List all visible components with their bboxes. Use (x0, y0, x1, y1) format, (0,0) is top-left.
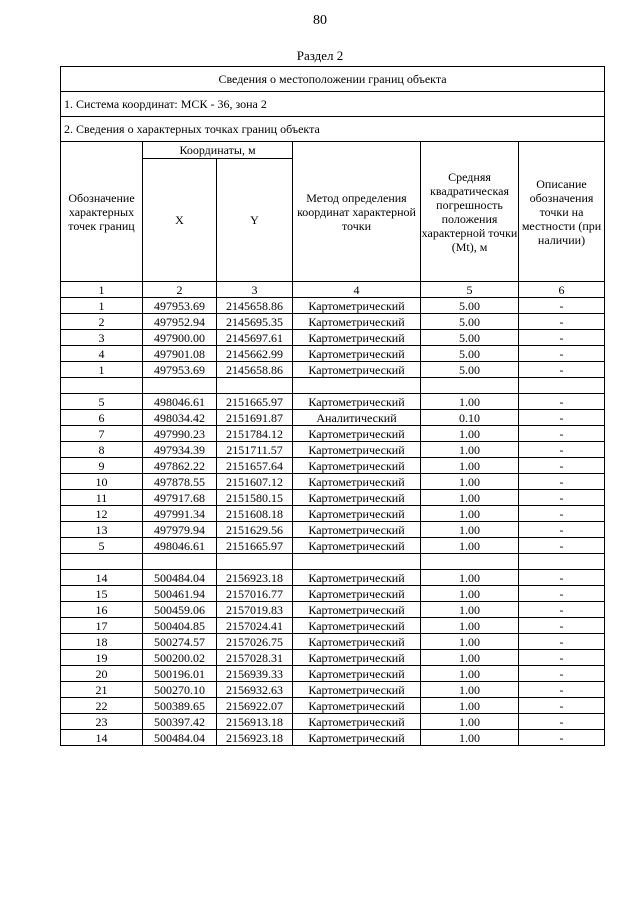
method-cell: Картометрический (293, 634, 421, 650)
point-id-cell: 12 (61, 506, 143, 522)
coord-y-cell: 2145695.35 (217, 314, 293, 330)
coord-x-cell: 500200.02 (143, 650, 217, 666)
description-cell: - (519, 586, 605, 602)
point-id-cell: 6 (61, 410, 143, 426)
header-x: X (143, 159, 217, 282)
coord-x-cell: 497953.69 (143, 298, 217, 314)
description-cell: - (519, 330, 605, 346)
header-y: Y (217, 159, 293, 282)
table-row (61, 522, 605, 538)
method-cell: Картометрический (293, 394, 421, 410)
empty-cell (61, 554, 143, 570)
method-cell: Картометрический (293, 506, 421, 522)
point-id-cell: 8 (61, 442, 143, 458)
header-method: Метод определения координат характерной точки (293, 142, 421, 282)
point-id-cell: 5 (61, 538, 143, 554)
description-cell: - (519, 426, 605, 442)
accuracy-cell: 1.00 (421, 522, 519, 538)
method-cell: Картометрический (293, 698, 421, 714)
description-cell: - (519, 314, 605, 330)
coord-y-cell: 2151665.97 (217, 538, 293, 554)
empty-cell (293, 554, 421, 570)
table-row (61, 410, 605, 426)
accuracy-cell: 5.00 (421, 314, 519, 330)
method-cell: Картометрический (293, 682, 421, 698)
description-cell: - (519, 538, 605, 554)
coord-y-cell: 2156923.18 (217, 730, 293, 746)
empty-cell (217, 554, 293, 570)
point-id-cell: 21 (61, 682, 143, 698)
method-cell: Картометрический (293, 570, 421, 586)
point-id-cell: 19 (61, 650, 143, 666)
description-cell: - (519, 410, 605, 426)
accuracy-cell: 1.00 (421, 474, 519, 490)
boundary-points-table (60, 66, 605, 746)
point-id-cell: 14 (61, 570, 143, 586)
table-row (61, 538, 605, 554)
point-id-cell: 16 (61, 602, 143, 618)
empty-cell (143, 554, 217, 570)
accuracy-cell: 1.00 (421, 730, 519, 746)
description-cell: - (519, 698, 605, 714)
accuracy-cell: 1.00 (421, 458, 519, 474)
method-cell: Картометрический (293, 538, 421, 554)
coord-x-cell: 498034.42 (143, 410, 217, 426)
table-row (61, 650, 605, 666)
method-cell: Картометрический (293, 730, 421, 746)
section-title: Раздел 2 (296, 48, 344, 63)
description-cell: - (519, 714, 605, 730)
coord-x-cell: 497878.55 (143, 474, 217, 490)
table-row (61, 586, 605, 602)
description-cell: - (519, 394, 605, 410)
coord-system: 1. Система координат: МСК - 36, зона 2 (61, 92, 605, 117)
table-row (61, 698, 605, 714)
method-cell: Картометрический (293, 650, 421, 666)
description-cell: - (519, 458, 605, 474)
coord-x-cell: 500484.04 (143, 730, 217, 746)
coord-x-cell: 497917.68 (143, 490, 217, 506)
coord-x-cell: 498046.61 (143, 538, 217, 554)
point-id-cell: 17 (61, 618, 143, 634)
point-id-cell: 22 (61, 698, 143, 714)
header-point-label: Обозначение характерных точек границ (61, 142, 143, 282)
method-cell: Картометрический (293, 666, 421, 682)
empty-cell (421, 554, 519, 570)
description-cell: - (519, 490, 605, 506)
coord-x-cell: 500270.10 (143, 682, 217, 698)
description-cell: - (519, 618, 605, 634)
method-cell: Картометрический (293, 426, 421, 442)
coord-x-cell: 497979.94 (143, 522, 217, 538)
coord-y-cell: 2156913.18 (217, 714, 293, 730)
accuracy-cell: 5.00 (421, 346, 519, 362)
accuracy-cell: 1.00 (421, 506, 519, 522)
coord-y-cell: 2151608.18 (217, 506, 293, 522)
coord-y-cell: 2145658.86 (217, 362, 293, 378)
coord-y-cell: 2157026.75 (217, 634, 293, 650)
point-id-cell: 20 (61, 666, 143, 682)
coord-x-cell: 497952.94 (143, 314, 217, 330)
coord-y-cell: 2151665.97 (217, 394, 293, 410)
coord-x-cell: 498046.61 (143, 394, 217, 410)
column-number: 5 (421, 282, 519, 298)
accuracy-cell: 1.00 (421, 490, 519, 506)
accuracy-cell: 1.00 (421, 442, 519, 458)
method-cell: Картометрический (293, 458, 421, 474)
method-cell: Картометрический (293, 618, 421, 634)
point-id-cell: 15 (61, 586, 143, 602)
empty-cell (217, 378, 293, 394)
point-id-cell: 7 (61, 426, 143, 442)
method-cell: Картометрический (293, 714, 421, 730)
accuracy-cell: 1.00 (421, 394, 519, 410)
coord-x-cell: 500274.57 (143, 634, 217, 650)
method-cell: Аналитический (293, 410, 421, 426)
table-row (61, 458, 605, 474)
table-row (61, 314, 605, 330)
method-cell: Картометрический (293, 330, 421, 346)
table-row (61, 618, 605, 634)
point-id-cell: 2 (61, 314, 143, 330)
table-row (61, 362, 605, 378)
table-row (61, 682, 605, 698)
description-cell: - (519, 474, 605, 490)
accuracy-cell: 1.00 (421, 666, 519, 682)
table-row (61, 474, 605, 490)
coord-y-cell: 2151629.56 (217, 522, 293, 538)
empty-cell (519, 378, 605, 394)
coord-x-cell: 500459.06 (143, 602, 217, 618)
coord-x-cell: 497900.00 (143, 330, 217, 346)
method-cell: Картометрический (293, 586, 421, 602)
table-row (61, 426, 605, 442)
column-number: 4 (293, 282, 421, 298)
accuracy-cell: 5.00 (421, 330, 519, 346)
point-id-cell: 1 (61, 362, 143, 378)
method-cell: Картометрический (293, 602, 421, 618)
method-cell: Картометрический (293, 474, 421, 490)
point-id-cell: 5 (61, 394, 143, 410)
coord-x-cell: 500389.65 (143, 698, 217, 714)
group-separator-row (61, 554, 605, 570)
table-row (61, 506, 605, 522)
accuracy-cell: 1.00 (421, 714, 519, 730)
coord-y-cell: 2151657.64 (217, 458, 293, 474)
point-id-cell: 10 (61, 474, 143, 490)
coord-y-cell: 2151784.12 (217, 426, 293, 442)
coord-x-cell: 497934.39 (143, 442, 217, 458)
coord-x-cell: 500461.94 (143, 586, 217, 602)
accuracy-cell: 1.00 (421, 618, 519, 634)
empty-cell (143, 378, 217, 394)
empty-cell (61, 378, 143, 394)
coord-y-cell: 2145662.99 (217, 346, 293, 362)
page-number: 80 (313, 13, 327, 28)
description-cell: - (519, 522, 605, 538)
method-cell: Картометрический (293, 490, 421, 506)
coord-y-cell: 2151607.12 (217, 474, 293, 490)
accuracy-cell: 5.00 (421, 298, 519, 314)
coord-y-cell: 2156939.33 (217, 666, 293, 682)
points-heading: 2. Сведения о характерных точках границ объекта (61, 117, 605, 142)
coord-y-cell: 2151691.87 (217, 410, 293, 426)
coord-x-cell: 497901.08 (143, 346, 217, 362)
table-row (61, 666, 605, 682)
coord-y-cell: 2157016.77 (217, 586, 293, 602)
method-cell: Картометрический (293, 346, 421, 362)
description-cell: - (519, 442, 605, 458)
table-row (61, 346, 605, 362)
table-row (61, 442, 605, 458)
accuracy-cell: 1.00 (421, 426, 519, 442)
method-cell: Картометрический (293, 362, 421, 378)
column-number: 1 (61, 282, 143, 298)
coord-x-cell: 497990.23 (143, 426, 217, 442)
table-row (61, 730, 605, 746)
empty-cell (421, 378, 519, 394)
coord-x-cell: 497991.34 (143, 506, 217, 522)
accuracy-cell: 1.00 (421, 634, 519, 650)
column-numbers-row (61, 282, 605, 298)
column-number: 6 (519, 282, 605, 298)
coord-y-cell: 2145658.86 (217, 298, 293, 314)
header-accuracy: Средняя квадратическая погрешность положения характерной точки (Mt), м (421, 142, 519, 282)
description-cell: - (519, 298, 605, 314)
point-id-cell: 11 (61, 490, 143, 506)
point-id-cell: 9 (61, 458, 143, 474)
method-cell: Картометрический (293, 298, 421, 314)
point-id-cell: 18 (61, 634, 143, 650)
point-id-cell: 4 (61, 346, 143, 362)
point-id-cell: 1 (61, 298, 143, 314)
coord-x-cell: 497862.22 (143, 458, 217, 474)
accuracy-cell: 1.00 (421, 538, 519, 554)
coord-x-cell: 497953.69 (143, 362, 217, 378)
accuracy-cell: 1.00 (421, 602, 519, 618)
accuracy-cell: 0.10 (421, 410, 519, 426)
coord-x-cell: 500404.85 (143, 618, 217, 634)
table-row (61, 394, 605, 410)
description-cell: - (519, 346, 605, 362)
coord-y-cell: 2151580.15 (217, 490, 293, 506)
method-cell: Картометрический (293, 522, 421, 538)
description-cell: - (519, 506, 605, 522)
description-cell: - (519, 602, 605, 618)
coord-x-cell: 500196.01 (143, 666, 217, 682)
point-id-cell: 3 (61, 330, 143, 346)
table-row (61, 634, 605, 650)
coord-y-cell: 2151711.57 (217, 442, 293, 458)
header-description: Описание обозначения точки на местности (при наличии) (519, 142, 605, 282)
coord-y-cell: 2157024.41 (217, 618, 293, 634)
description-cell: - (519, 682, 605, 698)
description-cell: - (519, 650, 605, 666)
description-cell: - (519, 634, 605, 650)
coord-x-cell: 500484.04 (143, 570, 217, 586)
column-number: 3 (217, 282, 293, 298)
point-id-cell: 14 (61, 730, 143, 746)
empty-cell (293, 378, 421, 394)
accuracy-cell: 1.00 (421, 650, 519, 666)
table-row (61, 330, 605, 346)
table-row (61, 714, 605, 730)
point-id-cell: 23 (61, 714, 143, 730)
header-coords: Координаты, м (143, 142, 293, 159)
point-id-cell: 13 (61, 522, 143, 538)
description-cell: - (519, 666, 605, 682)
column-number: 2 (143, 282, 217, 298)
accuracy-cell: 5.00 (421, 362, 519, 378)
description-cell: - (519, 570, 605, 586)
table-row (61, 298, 605, 314)
table-row (61, 570, 605, 586)
coord-y-cell: 2145697.61 (217, 330, 293, 346)
empty-cell (519, 554, 605, 570)
table-row (61, 490, 605, 506)
description-cell: - (519, 362, 605, 378)
accuracy-cell: 1.00 (421, 698, 519, 714)
coord-y-cell: 2157028.31 (217, 650, 293, 666)
accuracy-cell: 1.00 (421, 586, 519, 602)
description-cell: - (519, 730, 605, 746)
group-separator-row (61, 378, 605, 394)
method-cell: Картометрический (293, 442, 421, 458)
coord-y-cell: 2156923.18 (217, 570, 293, 586)
accuracy-cell: 1.00 (421, 682, 519, 698)
coord-y-cell: 2156922.07 (217, 698, 293, 714)
method-cell: Картометрический (293, 314, 421, 330)
table-row (61, 602, 605, 618)
coord-x-cell: 500397.42 (143, 714, 217, 730)
accuracy-cell: 1.00 (421, 570, 519, 586)
coord-y-cell: 2156932.63 (217, 682, 293, 698)
table-title: Сведения о местоположении границ объекта (61, 67, 605, 92)
coord-y-cell: 2157019.83 (217, 602, 293, 618)
